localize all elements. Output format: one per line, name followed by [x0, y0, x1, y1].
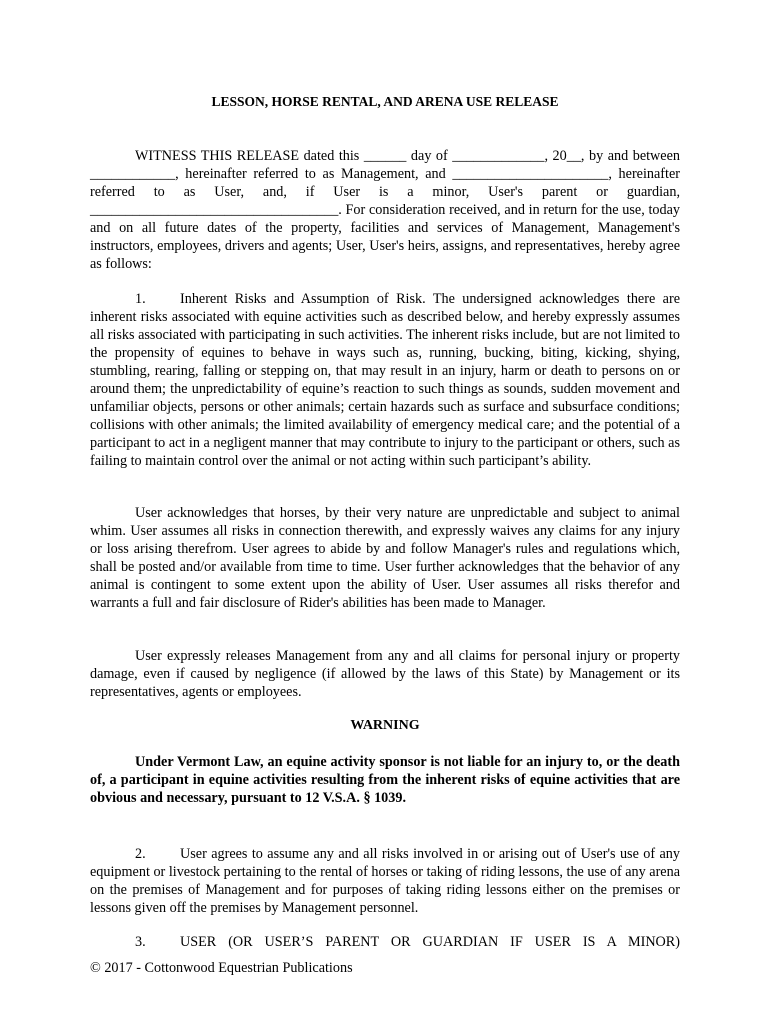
- section-2-text: User agrees to assume any and all risks involved in or arising out of User's use of any equipment or livestock pertaining to the rental of horses or taking of riding lessons, the use of any arena on the premises of Management and for purposes of taking riding lessons either on the premises or lessons given off the premises by Management personnel.: [90, 846, 680, 916]
- intro-paragraph: WITNESS THIS RELEASE dated this ______ day of _____________, 20__, by and between ____________, hereinafter referred to as Management, and ______________________, hereinafter referred to as User, and, if User is a minor, User's parent or guardian, ___________________________________. For consideration received, and in return for the use, today and on all future dates of the property, facilities and services of Management, Management's instructors, employees, drivers and agents; User, User's heirs, assigns, and representatives, hereby agree as follows:: [90, 148, 680, 272]
- section-3-number: 3.: [135, 934, 146, 950]
- section-1-paragraph: [90, 290, 680, 470]
- section-3-text: USER (OR USER’S PARENT OR GUARDIAN IF USER IS A MINOR): [180, 934, 680, 950]
- warning-heading: WARNING: [350, 718, 420, 733]
- document-title: LESSON, HORSE RENTAL, AND ARENA USE RELEASE: [211, 94, 559, 109]
- section-1-number: 1.: [135, 291, 146, 307]
- copyright-footer: © 2017 - Cottonwood Equestrian Publications: [90, 960, 353, 976]
- section-1-text: Inherent Risks and Assumption of Risk. The undersigned acknowledges there are inherent risks associated with equine activities such as described below, and hereby expressly assumes all risks associated with participating in such activities. The inherent risks include, but are not limited to the propensity of equines to behave in ways such as, running, bucking, biting, kicking, shying, stumbling, rearing, falling or stepping on, that may result in an injury, harm or death to persons on or around them; the unpredictability of equine’s reaction to such things as sounds, sudden movement and unfamiliar objects, persons or other animals; certain hazards such as surface and subsurface conditions; collisions with other animals; the limited availability of emergency medical care; and the potential of a participant to act in a negligent manner that may contribute to injury to the participant or others, such as failing to maintain control over the animal or not acting within such participant’s ability.: [90, 291, 680, 469]
- releases-paragraph: User expressly releases Management from any and all claims for personal injury or property damage, even if caused by negligence (if allowed by the laws of this State) by Management or its representatives, agents or employees.: [90, 648, 680, 700]
- warning-text: Under Vermont Law, an equine activity sponsor is not liable for an injury to, or the death of, a participant in equine activities resulting from the inherent risks of equine activities that are obvious and necessary, pursuant to 12 V.S.A. § 1039.: [90, 754, 680, 806]
- section-3-paragraph: [90, 933, 680, 951]
- section-2-paragraph: [90, 845, 680, 917]
- acknowledges-paragraph: User acknowledges that horses, by their very nature are unpredictable and subject to animal whim. User assumes all risks in connection therewith, and expressly waives any claims for any injury or loss arising therefrom. User agrees to abide by and follow Manager's rules and regulations which, shall be posted and/or available from time to time. User further acknowledges that the behavior of any animal is contingent to some extent upon the ability of User. User assumes all risks therefor and warrants a full and fair disclosure of Rider's abilities has been made to Manager.: [90, 505, 680, 611]
- section-2-number: 2.: [135, 846, 146, 862]
